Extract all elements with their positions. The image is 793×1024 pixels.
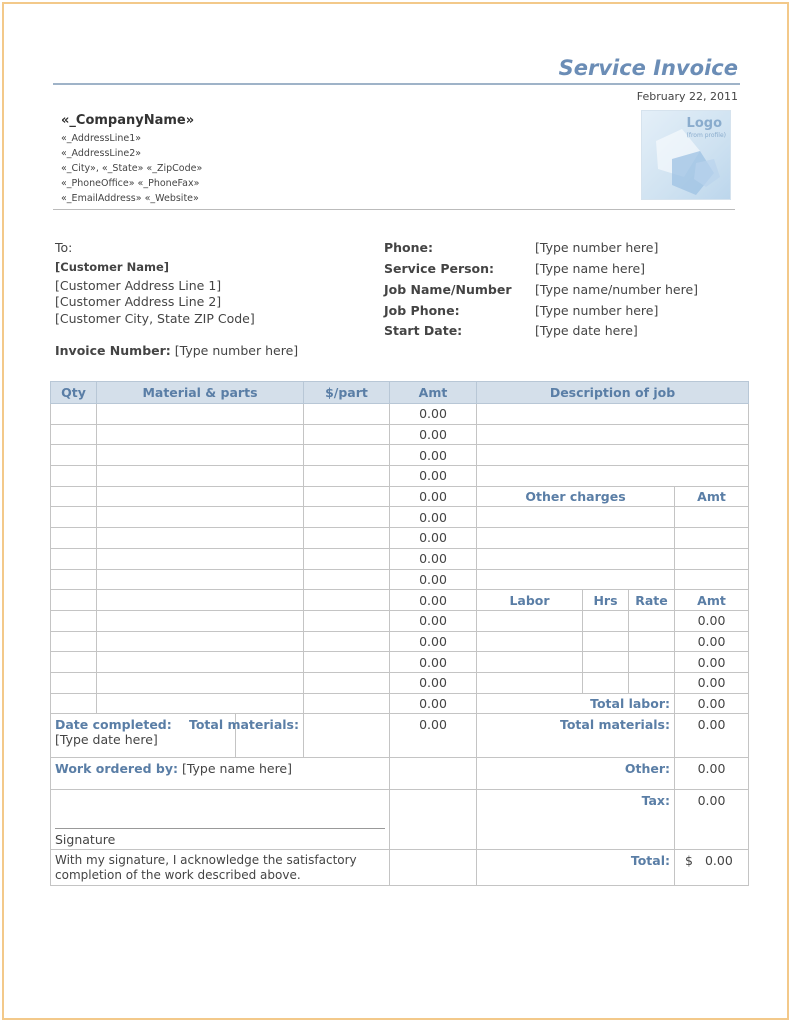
material-header: Material & parts (97, 382, 304, 404)
labor-amt: 0.00 (675, 672, 749, 693)
customer-address-1[interactable]: [Customer Address Line 1] (55, 278, 222, 293)
customer-address-2[interactable]: [Customer Address Line 2] (55, 294, 222, 309)
material-amt: 0.00 (390, 507, 477, 528)
labor-amt-header: Amt (675, 590, 749, 611)
table-row (51, 672, 749, 693)
per-part-header: $/part (304, 382, 390, 404)
per-part-cell[interactable] (304, 404, 390, 425)
date-completed-cell[interactable] (51, 714, 304, 758)
other-charge-cell[interactable] (477, 528, 675, 549)
blank-cell (390, 850, 477, 886)
other-label: Other: (477, 758, 675, 790)
other-value: 0.00 (675, 758, 749, 790)
description-header: Description of job (477, 382, 749, 404)
phone-label: Phone: (384, 240, 434, 255)
material-amt: 0.00 (390, 424, 477, 445)
labor-cell[interactable] (477, 631, 583, 652)
service-person-value[interactable]: [Type name here] (535, 261, 646, 276)
per-part-cell[interactable] (304, 486, 390, 507)
material-cell[interactable] (97, 507, 304, 528)
per-part-cell[interactable] (304, 610, 390, 631)
hrs-header: Hrs (583, 590, 629, 611)
material-cell[interactable] (97, 486, 304, 507)
labor-cell[interactable] (477, 672, 583, 693)
qty-cell[interactable] (51, 590, 97, 611)
qty-cell[interactable] (51, 404, 97, 425)
labor-amt: 0.00 (675, 631, 749, 652)
table-header-row (51, 382, 749, 404)
qty-cell[interactable] (51, 528, 97, 549)
blank-cell (390, 758, 477, 790)
material-amt: 0.00 (390, 445, 477, 466)
totals-row-total (51, 850, 749, 886)
material-amt: 0.00 (390, 693, 477, 714)
rate-cell[interactable] (629, 610, 675, 631)
material-cell[interactable] (97, 445, 304, 466)
service-person-label: Service Person: (384, 261, 495, 276)
qty-cell[interactable] (51, 486, 97, 507)
qty-cell[interactable] (51, 466, 97, 487)
material-cell[interactable] (97, 424, 304, 445)
table-row (51, 569, 749, 590)
invoice-title: Service Invoice (558, 56, 738, 80)
rate-cell[interactable] (629, 652, 675, 673)
labor-amt: 0.00 (675, 652, 749, 673)
invoice-number-label: Invoice Number: (55, 343, 171, 358)
address-city-line: «_City», «_State» «_ZipCode» (61, 163, 203, 174)
total-materials-left-value: 0.00 (390, 714, 477, 758)
total-value-cell (675, 850, 749, 886)
acknowledge-line-2: completion of the work described above. (55, 868, 301, 883)
job-name-value[interactable]: [Type name/number here] (535, 282, 699, 297)
work-ordered-value[interactable]: [Type name here] (181, 761, 292, 777)
table-row (51, 445, 749, 466)
totals-row-other (51, 758, 749, 790)
qty-cell[interactable] (51, 672, 97, 693)
qty-cell[interactable] (51, 445, 97, 466)
total-value: 0.00 (704, 853, 733, 869)
invoice-number-value[interactable]: [Type number here] (174, 343, 299, 358)
table-row (51, 528, 749, 549)
job-phone-value[interactable]: [Type number here] (535, 303, 659, 318)
hrs-cell[interactable] (583, 610, 629, 631)
description-cell[interactable] (477, 445, 749, 466)
material-amt: 0.00 (390, 466, 477, 487)
description-cell[interactable] (477, 404, 749, 425)
address-line-1: «_AddressLine1» (61, 133, 142, 144)
table-row (51, 610, 749, 631)
hrs-cell[interactable] (583, 672, 629, 693)
date-completed-value[interactable]: [Type date here] (55, 732, 158, 748)
per-part-cell[interactable] (304, 507, 390, 528)
totals-row-materials (51, 714, 749, 758)
acknowledge-line-1: With my signature, I acknowledge the satisfactory (55, 853, 357, 868)
material-cell[interactable] (97, 652, 304, 673)
material-cell[interactable] (97, 569, 304, 590)
table-row (51, 652, 749, 673)
qty-cell[interactable] (51, 631, 97, 652)
table-row (51, 548, 749, 569)
material-amt: 0.00 (390, 486, 477, 507)
total-labor-value: 0.00 (675, 693, 749, 714)
title-rule (53, 83, 740, 85)
material-cell[interactable] (97, 672, 304, 693)
total-materials-right-label: Total materials: (477, 714, 675, 758)
table-row (51, 466, 749, 487)
material-amt: 0.00 (390, 569, 477, 590)
material-amt: 0.00 (390, 548, 477, 569)
per-part-cell[interactable] (304, 652, 390, 673)
rate-cell[interactable] (629, 672, 675, 693)
start-date-label: Start Date: (384, 323, 463, 338)
description-cell[interactable] (477, 424, 749, 445)
other-charge-amt[interactable] (675, 528, 749, 549)
description-cell[interactable] (477, 466, 749, 487)
per-part-cell[interactable] (304, 672, 390, 693)
material-amt: 0.00 (390, 631, 477, 652)
material-cell[interactable] (97, 528, 304, 549)
currency-symbol: $ (685, 853, 693, 869)
qty-cell[interactable] (51, 569, 97, 590)
other-charges-header: Other charges (477, 486, 675, 507)
work-ordered-cell[interactable] (51, 758, 390, 790)
company-logo (641, 110, 731, 200)
material-cell[interactable] (97, 590, 304, 611)
labor-header: Labor (477, 590, 583, 611)
tax-label: Tax: (477, 790, 675, 850)
material-amt: 0.00 (390, 652, 477, 673)
material-cell[interactable] (97, 610, 304, 631)
other-charge-amt[interactable] (675, 569, 749, 590)
per-part-cell[interactable] (304, 631, 390, 652)
total-materials-right-value: 0.00 (675, 714, 749, 758)
work-ordered-label: Work ordered by: (55, 761, 178, 777)
material-cell[interactable] (97, 631, 304, 652)
total-labor-label: Total labor: (477, 693, 675, 714)
table-row (51, 486, 749, 507)
total-materials-label: Total materials: (188, 717, 299, 733)
qty-cell[interactable] (51, 548, 97, 569)
signature-label: Signature (55, 832, 116, 848)
other-charge-cell[interactable] (477, 569, 675, 590)
to-label: To: (55, 240, 73, 255)
other-charge-cell[interactable] (477, 507, 675, 528)
other-amt-header: Amt (675, 486, 749, 507)
logo-text: Logo (686, 116, 722, 131)
table-row (51, 590, 749, 611)
table-row (51, 404, 749, 425)
other-charge-cell[interactable] (477, 548, 675, 569)
per-part-cell[interactable] (304, 548, 390, 569)
material-cell[interactable] (97, 548, 304, 569)
labor-amt: 0.00 (675, 610, 749, 631)
invoice-date: February 22, 2011 (636, 90, 738, 103)
labor-cell[interactable] (477, 652, 583, 673)
header-divider (53, 209, 735, 210)
material-cell[interactable] (97, 404, 304, 425)
customer-city-line[interactable]: [Customer City, State ZIP Code] (55, 311, 255, 326)
company-name: «_CompanyName» (61, 113, 195, 128)
rate-cell[interactable] (629, 631, 675, 652)
invoice-table (50, 381, 749, 886)
qty-header: Qty (51, 382, 97, 404)
other-charge-amt[interactable] (675, 507, 749, 528)
total-label: Total: (477, 850, 675, 886)
address-line-2: «_AddressLine2» (61, 148, 142, 159)
qty-cell[interactable] (51, 507, 97, 528)
qty-cell[interactable] (51, 652, 97, 673)
table-row (51, 424, 749, 445)
material-amt: 0.00 (390, 610, 477, 631)
date-completed-label: Date completed: (55, 717, 172, 733)
qty-cell[interactable] (51, 693, 97, 714)
other-charge-amt[interactable] (675, 548, 749, 569)
signature-cell[interactable] (51, 790, 390, 850)
totals-row-tax (51, 790, 749, 850)
material-cell[interactable] (97, 466, 304, 487)
table-row (51, 507, 749, 528)
per-part-cell[interactable] (304, 466, 390, 487)
material-amt: 0.00 (390, 404, 477, 425)
phone-value[interactable]: [Type number here] (535, 240, 659, 255)
per-part-cell[interactable] (304, 590, 390, 611)
material-cell[interactable] (97, 693, 304, 714)
table-row (51, 631, 749, 652)
address-email-line: «_EmailAddress» «_Website» (61, 193, 199, 204)
start-date-value[interactable]: [Type date here] (535, 323, 638, 338)
per-part-cell[interactable] (304, 528, 390, 549)
blank-cell (390, 790, 477, 850)
per-part-cell[interactable] (304, 569, 390, 590)
per-part-cell[interactable] (304, 424, 390, 445)
address-phone-line: «_PhoneOffice» «_PhoneFax» (61, 178, 200, 189)
qty-cell[interactable] (51, 424, 97, 445)
amt-header: Amt (390, 382, 477, 404)
job-name-label: Job Name/Number (384, 282, 512, 297)
per-part-cell[interactable] (304, 693, 390, 714)
labor-cell[interactable] (477, 610, 583, 631)
material-amt: 0.00 (390, 528, 477, 549)
customer-name[interactable]: [Customer Name] (55, 260, 170, 274)
job-phone-label: Job Phone: (384, 303, 460, 318)
table-row (51, 693, 749, 714)
spacer-cell (304, 714, 390, 758)
tax-value: 0.00 (675, 790, 749, 850)
qty-cell[interactable] (51, 610, 97, 631)
per-part-cell[interactable] (304, 445, 390, 466)
hrs-cell[interactable] (583, 631, 629, 652)
material-amt: 0.00 (390, 590, 477, 611)
acknowledge-cell (51, 850, 390, 886)
hrs-cell[interactable] (583, 652, 629, 673)
material-amt: 0.00 (390, 672, 477, 693)
invoice-number (55, 343, 298, 358)
logo-subtext: (from profile) (686, 132, 726, 139)
rate-header: Rate (629, 590, 675, 611)
